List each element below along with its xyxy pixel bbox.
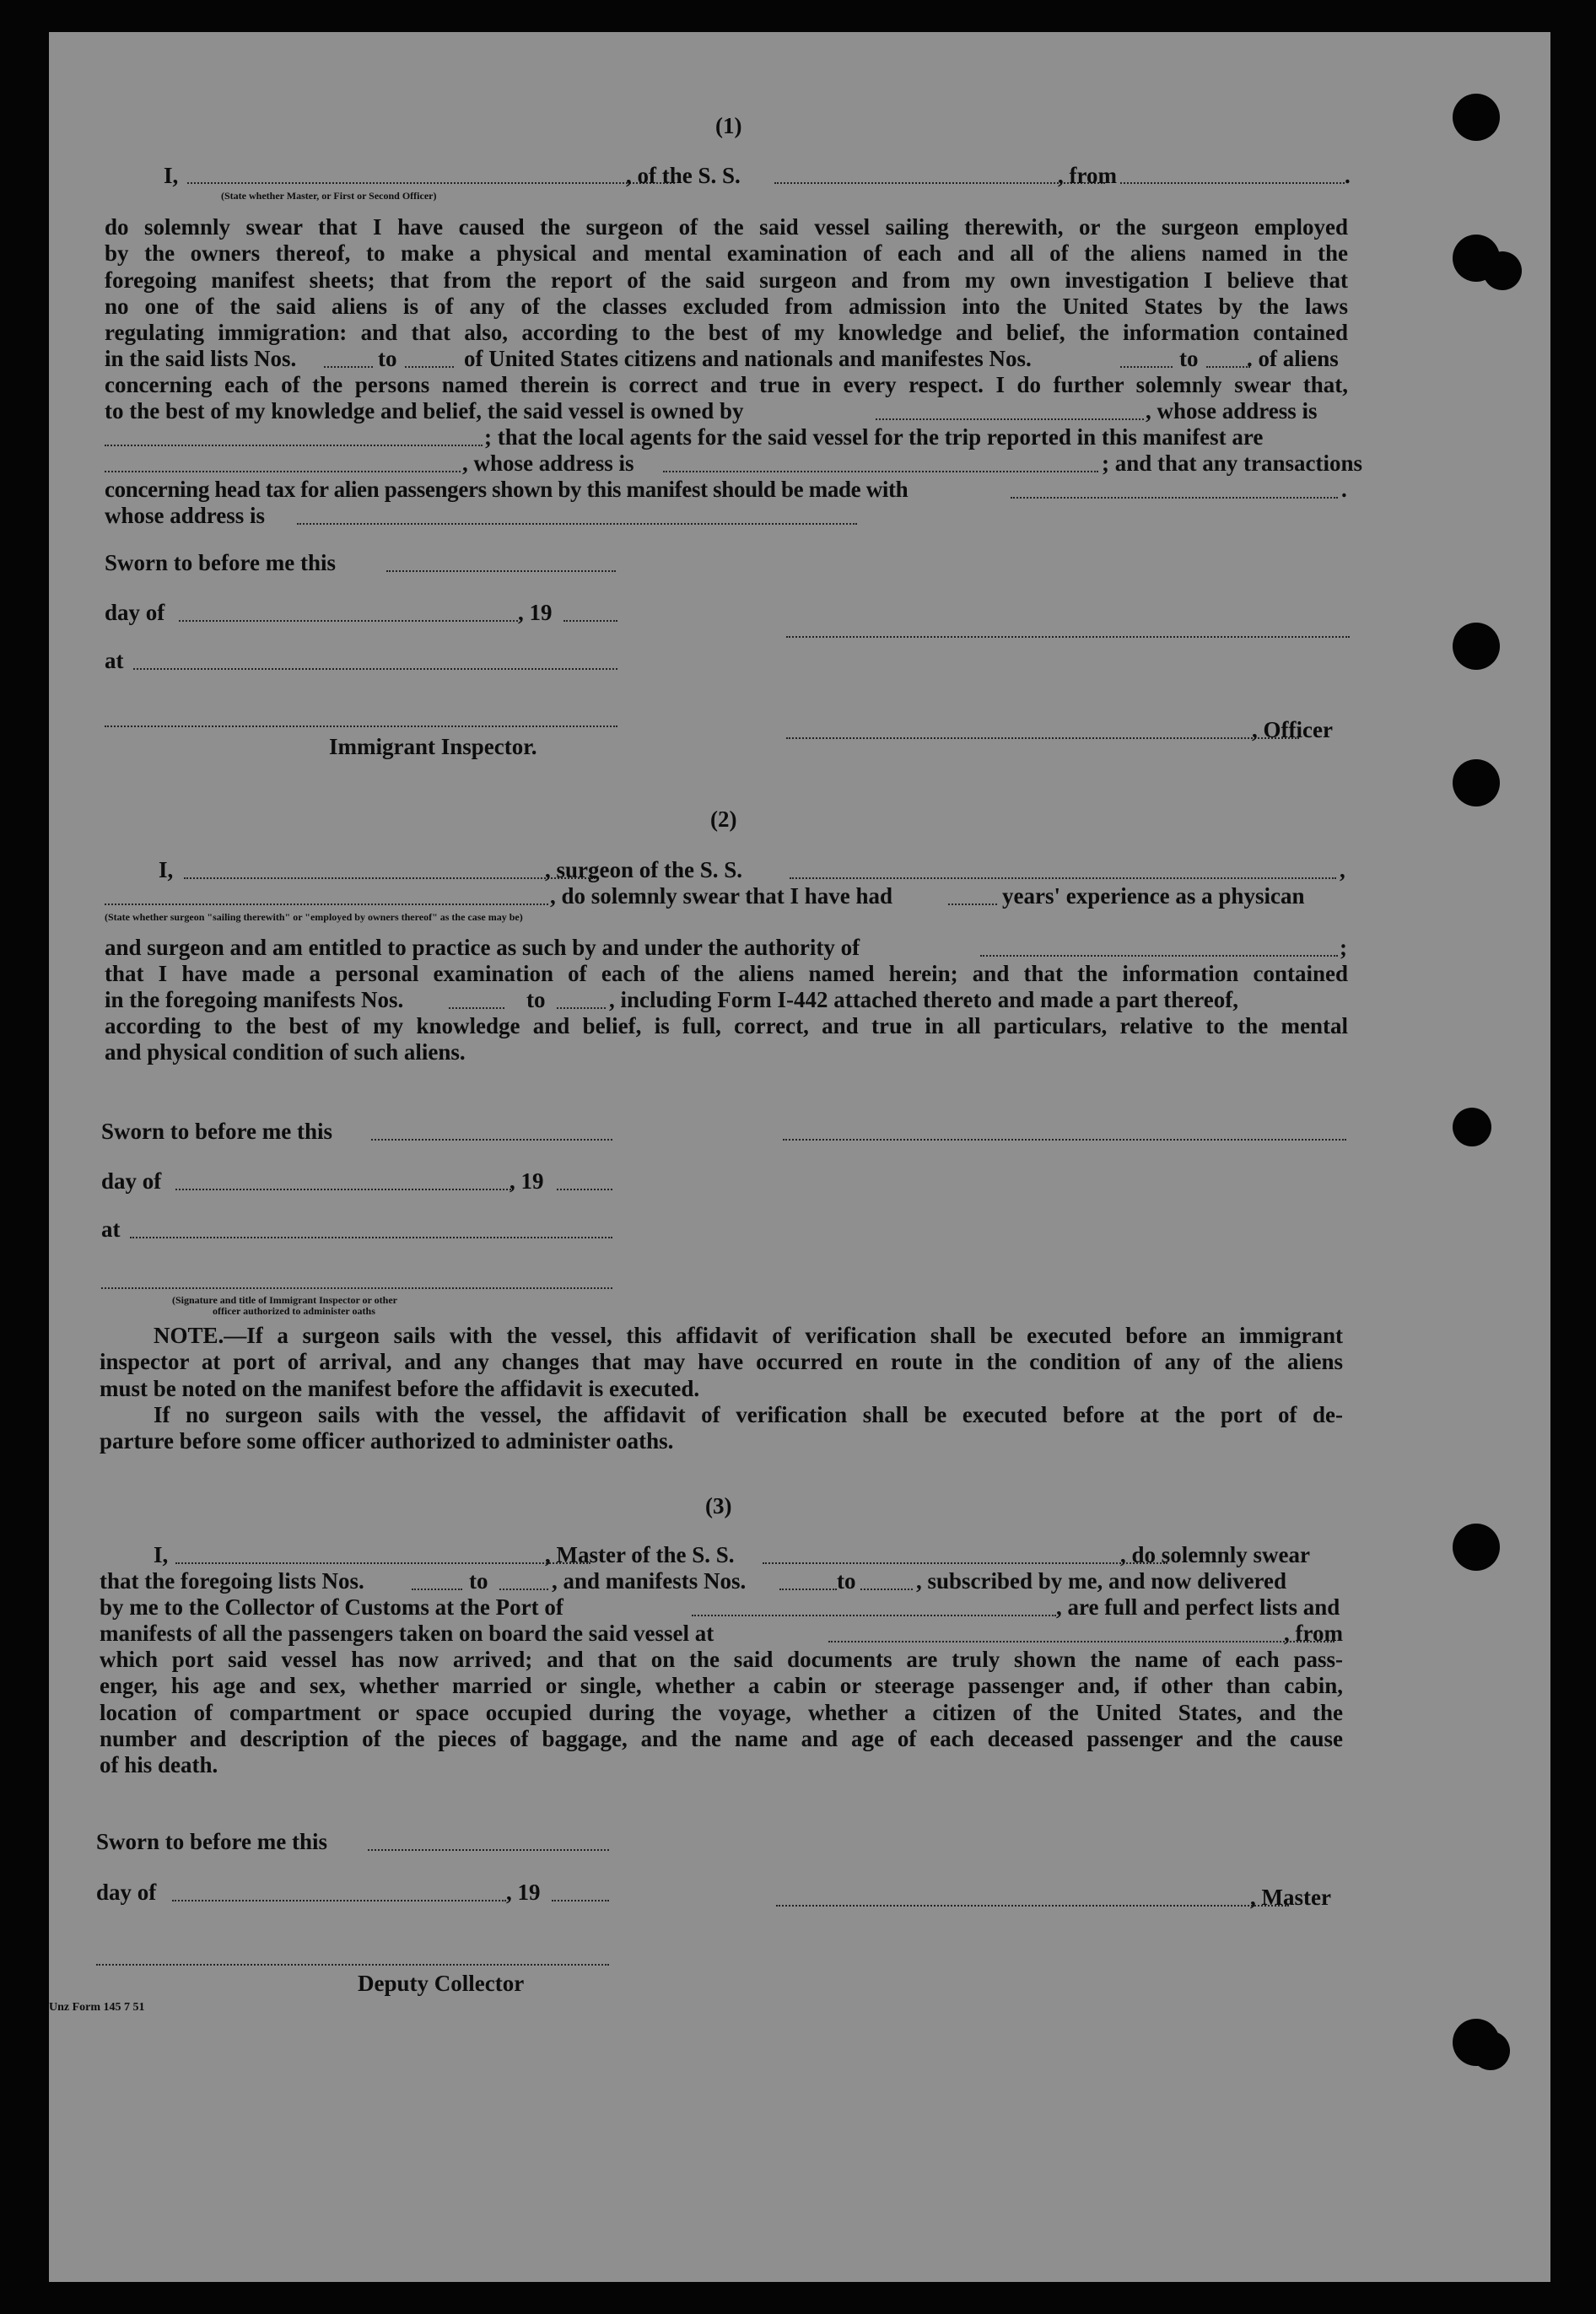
note-line: NOTE.—If a surgeon sails with the vessel, this affidavit of verification shall be executed before an immigrant: [154, 1323, 1343, 1348]
s1-19: , 19: [518, 600, 553, 625]
section1-number: (1): [715, 113, 742, 138]
s2-l5-c: , including Form I-442 attached thereto and made a part thereof,: [609, 987, 1238, 1012]
punch-hole-9: [1471, 2031, 1510, 2070]
s1-l6-to2: to: [1179, 346, 1199, 371]
s3-master-label: , Master: [1250, 1885, 1331, 1910]
intro-i: I,: [164, 163, 179, 188]
section2-number: (2): [710, 806, 737, 832]
s3-sworn-day-field[interactable]: [368, 1849, 609, 1851]
s2-day-of: day of: [101, 1168, 162, 1194]
s2-l5-to: to: [526, 987, 546, 1012]
s1-l12: whose address is: [105, 503, 266, 528]
s2-comma: ,: [1340, 857, 1345, 882]
s2-month-field[interactable]: [175, 1189, 511, 1190]
boarding-port-field[interactable]: [828, 1641, 1334, 1642]
s3-line: which port said vessel has now arrived; and that on the said documents are truly shown the name of each pass-: [100, 1647, 1343, 1672]
punch-hole-6: [1453, 1108, 1491, 1146]
s1-inspector-label: Immigrant Inspector.: [329, 734, 537, 759]
s3-lists-to-field[interactable]: [499, 1589, 548, 1590]
s2-year-field[interactable]: [557, 1189, 612, 1190]
s3-19: , 19: [506, 1880, 541, 1905]
s1-year-field[interactable]: [563, 620, 617, 622]
surgeon-status-field[interactable]: [105, 903, 548, 905]
s1-l6-e: . of aliens: [1247, 346, 1339, 371]
s2-sworn: Sworn to before me this: [101, 1119, 332, 1144]
note-block: [100, 1323, 1343, 1454]
officer-name-field[interactable]: [187, 182, 675, 184]
s2-line: according to the best of my knowledge and belief, is full, correct, and true in all particulars, relative to the mental: [105, 1013, 1348, 1038]
s3-l1-c: , do solemnly swear: [1120, 1542, 1310, 1567]
s1-line: concerning each of the persons named therein is correct and true in every respect. I do further solemnly swear that,: [105, 372, 1348, 397]
s3-master-field[interactable]: [776, 1905, 1289, 1907]
s1-officer-label: , Officer: [1252, 717, 1333, 742]
port-field[interactable]: [692, 1615, 1056, 1616]
s2-ship-field[interactable]: [790, 877, 1336, 879]
authority-field[interactable]: [980, 955, 1338, 957]
form-number: Unz Form 145 7 51: [49, 2001, 145, 2014]
from-label: , from: [1058, 163, 1117, 188]
s2-surgeon-of: , surgeon of the S. S.: [545, 857, 743, 882]
s1-sworn: Sworn to before me this: [105, 550, 336, 575]
s2-signature-line[interactable]: [783, 1139, 1346, 1141]
s3-collector-label: Deputy Collector: [358, 1971, 525, 1996]
note-line: If no surgeon sails with the vessel, the affidavit of verification shall be executed before at the port of de-: [154, 1401, 1343, 1427]
surgeon-name-field[interactable]: [184, 877, 596, 879]
period: .: [1345, 163, 1351, 188]
punch-hole-1: [1453, 94, 1500, 141]
head-tax-address-field[interactable]: [297, 523, 857, 525]
s3-l2-a: that the foregoing lists Nos.: [100, 1568, 364, 1594]
s1-l7-wrap: [105, 372, 1348, 398]
s1-officer-field[interactable]: [786, 737, 1299, 739]
s2-sig-note-2: officer authorized to administer oaths: [213, 1305, 375, 1317]
s1-day-of: day of: [105, 600, 165, 625]
s2-l3-b: ;: [1340, 935, 1347, 960]
s1-month-field[interactable]: [179, 620, 518, 622]
s2-l2-b: years' experience as a physican: [1002, 883, 1305, 909]
s3-year-field[interactable]: [552, 1900, 609, 1901]
s2-i: I,: [159, 857, 174, 882]
s3-l2-c: , and manifests Nos.: [552, 1568, 747, 1594]
s2-manifests-to-field[interactable]: [557, 1007, 606, 1009]
s2-note: (State whether surgeon "sailing therewith" or "employed by owners thereof" as the case may be): [105, 911, 523, 923]
s2-manifests-from-field[interactable]: [449, 1007, 504, 1009]
s1-l6-c: of United States citizens and nationals and manifestes Nos.: [464, 346, 1032, 371]
section1-body: [105, 214, 1348, 346]
s3-l3-a: by me to the Collector of Customs at the Port of: [100, 1594, 563, 1620]
s3-ship-field[interactable]: [763, 1562, 1167, 1564]
note-line: inspector at port of arrival, and any changes that may have occurred en route in the condition of any of the aliens: [100, 1349, 1343, 1375]
head-tax-contact-field[interactable]: [1011, 497, 1338, 499]
manifests-to-field[interactable]: [1206, 366, 1250, 368]
s2-inspector-line[interactable]: [101, 1287, 612, 1289]
s3-l2-e: , subscribed by me, and now delivered: [916, 1568, 1287, 1594]
section3-number: (3): [705, 1493, 732, 1518]
of-ss-label: , of the S. S.: [626, 163, 741, 188]
s3-line: of his death.: [100, 1752, 218, 1778]
s1-l11: concerning head tax for alien passengers shown by this manifest should be made with: [105, 477, 909, 502]
s1-signature-line[interactable]: [786, 636, 1350, 638]
s3-manifests-to-field[interactable]: [860, 1589, 913, 1590]
s1-line: foregoing manifest sheets; that from the report of the said surgeon and from my own investigation I believe that: [105, 267, 1348, 293]
officer-note: (State whether Master, or First or Second Officer): [221, 190, 437, 202]
note-line: parture before some officer authorized to administer oaths.: [100, 1428, 674, 1454]
s2-at-field[interactable]: [130, 1237, 612, 1238]
s2-l2-a: , do solemnly swear that I have had: [550, 883, 893, 909]
master-name-field[interactable]: [175, 1562, 590, 1564]
s1-line: by the owners thereof, to make a physical and mental examination of each and all of the aliens named in the: [105, 240, 1348, 267]
section3-body: [100, 1647, 1343, 1778]
s1-line: no one of the said aliens is of any of the classes excluded from admission into the United States by the laws: [105, 293, 1348, 319]
s1-l10-a: , whose address is: [462, 450, 634, 476]
s3-manifests-from-field[interactable]: [779, 1589, 837, 1590]
s3-l2-to: to: [469, 1568, 488, 1594]
punch-hole-4: [1453, 623, 1500, 670]
from-port-field[interactable]: [1120, 182, 1345, 184]
s1-l6-to: to: [378, 346, 397, 371]
s3-l3-b: , are full and perfect lists and: [1056, 1594, 1340, 1620]
punch-hole-3: [1483, 251, 1522, 290]
s1-line: regulating immigration: and that also, according to the best of my knowledge and belief, the information contained: [105, 320, 1348, 346]
punch-hole-7: [1453, 1524, 1500, 1571]
ship-name-field[interactable]: [774, 182, 1105, 184]
s1-l9: ; that the local agents for the said vessel for the trip reported in this manifest are: [484, 424, 1264, 450]
punch-hole-5: [1453, 759, 1500, 806]
s3-master-of: , Master of the S. S.: [545, 1542, 735, 1567]
s2-line: that I have made a personal examination of each of the aliens named herein; and that the information contained: [105, 961, 1348, 986]
s1-sworn-day-field[interactable]: [386, 570, 616, 572]
manifests-from-field[interactable]: [1120, 366, 1173, 368]
s3-day-of: day of: [96, 1880, 157, 1905]
s1-at-field[interactable]: [133, 668, 617, 670]
s2-sig-note-1: (Signature and title of Immigrant Inspector or other: [172, 1294, 397, 1306]
s2-sworn-day-field[interactable]: [371, 1139, 612, 1141]
s3-l4-b: , from: [1284, 1621, 1343, 1646]
s3-collector-line[interactable]: [96, 1964, 609, 1966]
s2-l5-a: in the foregoing manifests Nos.: [105, 987, 404, 1012]
s3-line: enger, his age and sex, whether married or single, whether a cabin or steerage passenger and, if other than cabin,: [100, 1673, 1343, 1699]
s1-l10-b: ; and that any transactions: [1102, 450, 1363, 476]
s3-lists-from-field[interactable]: [412, 1589, 462, 1590]
agents-address-field[interactable]: [663, 471, 1098, 472]
s3-l4-a: manifests of all the passengers taken on board the said vessel at: [100, 1621, 714, 1646]
form-sheet: [49, 32, 1550, 2282]
owner-address-field[interactable]: [105, 445, 483, 446]
s2-at: at: [101, 1216, 121, 1242]
s3-l2-to2: to: [837, 1568, 856, 1594]
s1-l8-a: to the best of my knowledge and belief, the said vessel is owned by: [105, 398, 744, 423]
s3-i: I,: [154, 1542, 169, 1567]
s2-line: and physical condition of such aliens.: [105, 1039, 466, 1065]
s2-l3-a: and surgeon and am entitled to practice as such by and under the authority of: [105, 935, 860, 960]
note-line: must be noted on the manifest before the affidavit is executed.: [100, 1375, 700, 1401]
s1-l8-b: , whose address is: [1146, 398, 1318, 423]
years-experience-field[interactable]: [948, 903, 997, 905]
s3-month-field[interactable]: [172, 1900, 506, 1901]
s1-at: at: [105, 648, 124, 673]
s2-19: , 19: [510, 1168, 544, 1194]
s3-line: location of compartment or space occupied during the voyage, whether a citizen of the United States, and the: [100, 1699, 1343, 1725]
lists-to-field[interactable]: [405, 366, 454, 368]
s1-l6-a: in the said lists Nos.: [105, 346, 297, 371]
s2-tail: [105, 1013, 1348, 1066]
agents-field[interactable]: [105, 471, 461, 472]
s3-sworn: Sworn to before me this: [96, 1829, 327, 1854]
s2-l4-wrap: [105, 961, 1348, 987]
owner-field[interactable]: [876, 418, 1144, 420]
lists-from-field[interactable]: [324, 366, 373, 368]
s1-line: do solemnly swear that I have caused the surgeon of the said vessel sailing therewith, or the surgeon employed: [105, 214, 1348, 240]
s3-line: number and description of the pieces of baggage, and the name and age of each deceased passenger and the cause: [100, 1725, 1343, 1751]
s1-l11-end: .: [1341, 477, 1347, 502]
s1-inspector-line[interactable]: [105, 725, 617, 727]
